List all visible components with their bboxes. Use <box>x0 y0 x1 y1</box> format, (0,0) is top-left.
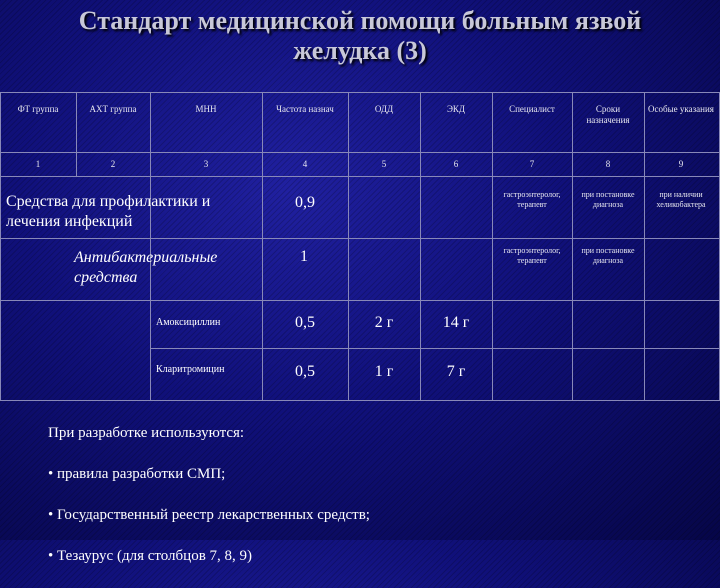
antibacterial-timing: при постановке диагноза <box>581 246 635 265</box>
standard-table <box>0 92 720 402</box>
table-col-rule <box>0 92 1 400</box>
table-rule-header <box>0 152 720 153</box>
slide-title <box>20 6 700 66</box>
prophylaxis-frequency: 0,9 <box>295 194 315 211</box>
header-timing: Сроки назначения <box>586 104 630 125</box>
table-rule-drug1 <box>150 348 720 349</box>
header-mnn: МНН <box>195 104 217 114</box>
drug-frequency: 0,5 <box>295 363 315 380</box>
column-number: 8 <box>605 159 611 169</box>
table-rule-numbers <box>0 176 720 177</box>
title-line-2: желудка (3) <box>293 36 427 65</box>
header-ft-group: ФТ группа <box>17 104 59 114</box>
table-rule-antibacterial <box>0 300 720 301</box>
antibacterial-specialist: гастроэнтеролог, терапевт <box>503 246 561 265</box>
table-rule-bottom <box>0 400 720 401</box>
column-number: 5 <box>381 159 387 169</box>
notes-block <box>48 424 708 588</box>
table-col-rule <box>76 92 77 176</box>
drug-frequency: 0,5 <box>295 314 315 331</box>
header-akht-group: АХТ группа <box>89 104 137 114</box>
header-specialist: Специалист <box>509 104 555 114</box>
drug-ekd: 7 г <box>446 363 466 380</box>
header-frequency: Частота назнач <box>276 104 334 114</box>
column-number: 7 <box>529 159 535 169</box>
table-col-rule <box>262 92 263 400</box>
antibacterial-group-name: Антибактериальные средства <box>74 249 218 286</box>
table-col-rule <box>150 92 151 400</box>
table-rule-top <box>0 92 720 93</box>
drug-name: Кларитромицин <box>156 364 225 375</box>
column-number: 3 <box>203 159 209 169</box>
notes-item: • Тезаурус (для столбцов 7, 8, 9) <box>48 548 253 564</box>
drug-ekd: 14 г <box>442 314 470 331</box>
notes-intro: При разработке используются: <box>48 425 245 441</box>
column-number: 6 <box>453 159 459 169</box>
table-col-rule <box>572 92 573 400</box>
header-odd: ОДД <box>374 104 394 114</box>
table-col-rule <box>348 92 349 400</box>
prophylaxis-group-name: Средства для профилактики и лечения инфекций <box>6 193 211 230</box>
prophylaxis-timing: при постановке диагноза <box>581 190 635 209</box>
antibacterial-frequency: 1 <box>300 248 308 265</box>
header-ekd: ЭКД <box>446 104 466 114</box>
title-line-1: Стандарт медицинской помощи больным язвой <box>78 6 642 35</box>
header-special: Особые указания <box>648 104 714 114</box>
table-col-rule <box>644 92 645 400</box>
column-number: 2 <box>110 159 116 169</box>
table-rule-prophylaxis <box>0 238 720 239</box>
prophylaxis-specialist: гастроэнтеролог, терапевт <box>503 190 561 209</box>
prophylaxis-special: при наличии хеликобактера <box>656 190 706 209</box>
drug-odd: 2 г <box>374 314 394 331</box>
column-number: 4 <box>302 159 308 169</box>
drug-odd: 1 г <box>374 363 394 380</box>
notes-item: • правила разработки СМП; <box>48 466 226 482</box>
column-number: 9 <box>678 159 684 169</box>
column-number: 1 <box>35 159 41 169</box>
table-col-rule <box>420 92 421 400</box>
table-col-rule <box>492 92 493 400</box>
notes-item: • Государственный реестр лекарственных средств; <box>48 507 370 523</box>
drug-name: Амоксициллин <box>156 317 221 328</box>
